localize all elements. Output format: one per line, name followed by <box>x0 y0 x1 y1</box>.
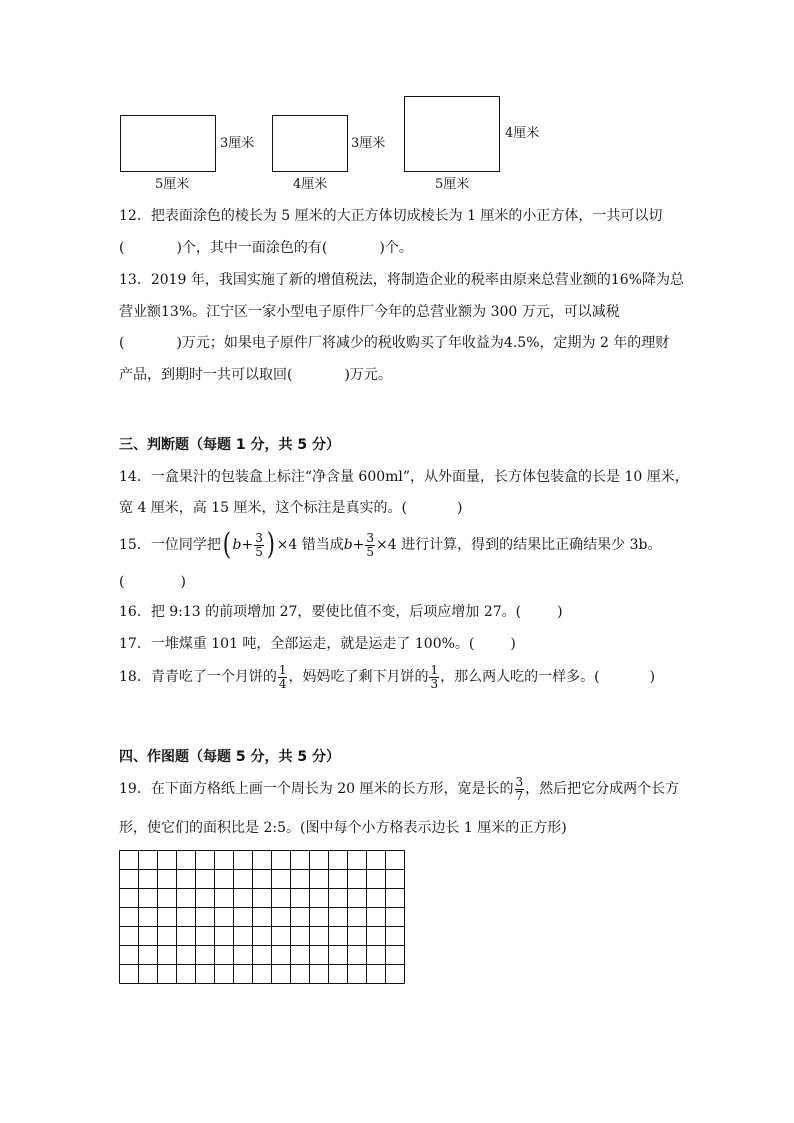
figure-3-side-label: 4厘米 <box>505 126 540 141</box>
figure-3-bottom-label: 5厘米 <box>435 177 470 192</box>
q19-fraction: $\frac{3}{7}$ <box>515 775 524 803</box>
q15-left-paren: ( <box>222 527 231 562</box>
rectangle-figure-1 <box>120 115 216 172</box>
q14-line2: 宽 4 厘米，高 15 厘米，这个标注是真实的。( ) <box>119 500 463 516</box>
q19-line2: 形，使它们的面积比是 2:5。(图中每个小方格表示边长 1 厘米的正方形) <box>119 820 567 836</box>
q13-line3: ( )万元；如果电子原件厂将减少的税收购买了年收益为4.5%，定期为 2 年的理财 <box>119 335 670 351</box>
q13-line1: 13．2019 年，我国实施了新的增值税法，将制造企业的税率由原来总营业额的16%降为总 <box>119 272 685 288</box>
q15-fraction-2: $\frac{3}{5}$ <box>366 530 375 559</box>
q13-line2: 营业额13%。江宁区一家小型电子原件厂今年的总营业额为 300 万元，可以减税 <box>119 304 620 320</box>
section-4-heading: 四、作图题（每题 5 分，共 5 分） <box>119 749 340 765</box>
figure-2-side-label: 3厘米 <box>351 136 386 151</box>
q15-line2: ( ) <box>119 574 186 590</box>
q15-line1: 15．一位同学把( b+ $\frac{3}{5}$ ) ×4 错当成b+ $\frac{3}{5}$ ×4 进行计算，得到的结果比正确结果少 3b。 <box>119 527 662 562</box>
q13-line4: 产品，到期时一共可以取回( )万元。 <box>119 367 392 383</box>
rectangle-figure-3 <box>404 96 500 172</box>
q19-line1: 19．在下面方格纸上画一个周长为 20 厘米的长方形，宽是长的 $\frac{3}{7}$ ，然后把它分成两个长方 <box>119 775 680 803</box>
section-3-heading: 三、判断题（每题 1 分，共 5 分） <box>119 437 340 453</box>
q18-fraction-1: $\frac{1}{4}$ <box>278 663 287 691</box>
q18: 18．青青吃了一个月饼的 $\frac{1}{4}$ ，妈妈吃了剩下月饼的 $\frac{1}{3}$ ，那么两人吃的一样多。( ) <box>119 663 656 691</box>
figure-1-bottom-label: 5厘米 <box>155 177 190 192</box>
q14-line1: 14．一盒果汁的包装盒上标注“净含量 600ml”，从外面量，长方体包装盒的长是 10 厘米， <box>119 469 689 485</box>
figure-1-side-label: 3厘米 <box>220 136 255 151</box>
q12-line2: ( )个，其中一面涂色的有( )个。 <box>119 240 413 256</box>
q18-fraction-2: $\frac{1}{3}$ <box>430 663 439 691</box>
figure-2-bottom-label: 4厘米 <box>293 177 328 192</box>
grid-paper[interactable] <box>119 850 406 984</box>
q17: 17．一堆煤重 101 吨，全部运走，就是运走了 100%。( ) <box>119 636 516 652</box>
q16: 16．把 9:13 的前项增加 27，要使比值不变，后项应增加 27。( ) <box>119 604 563 620</box>
rectangle-figure-2 <box>272 115 348 172</box>
q12-line1: 12．把表面涂色的棱长为 5 厘米的大正方体切成棱长为 1 厘米的小正方体，一共可以切 <box>119 208 663 224</box>
q15-fraction-1: $\frac{3}{5}$ <box>255 530 263 559</box>
q15-right-paren: ) <box>266 527 275 562</box>
